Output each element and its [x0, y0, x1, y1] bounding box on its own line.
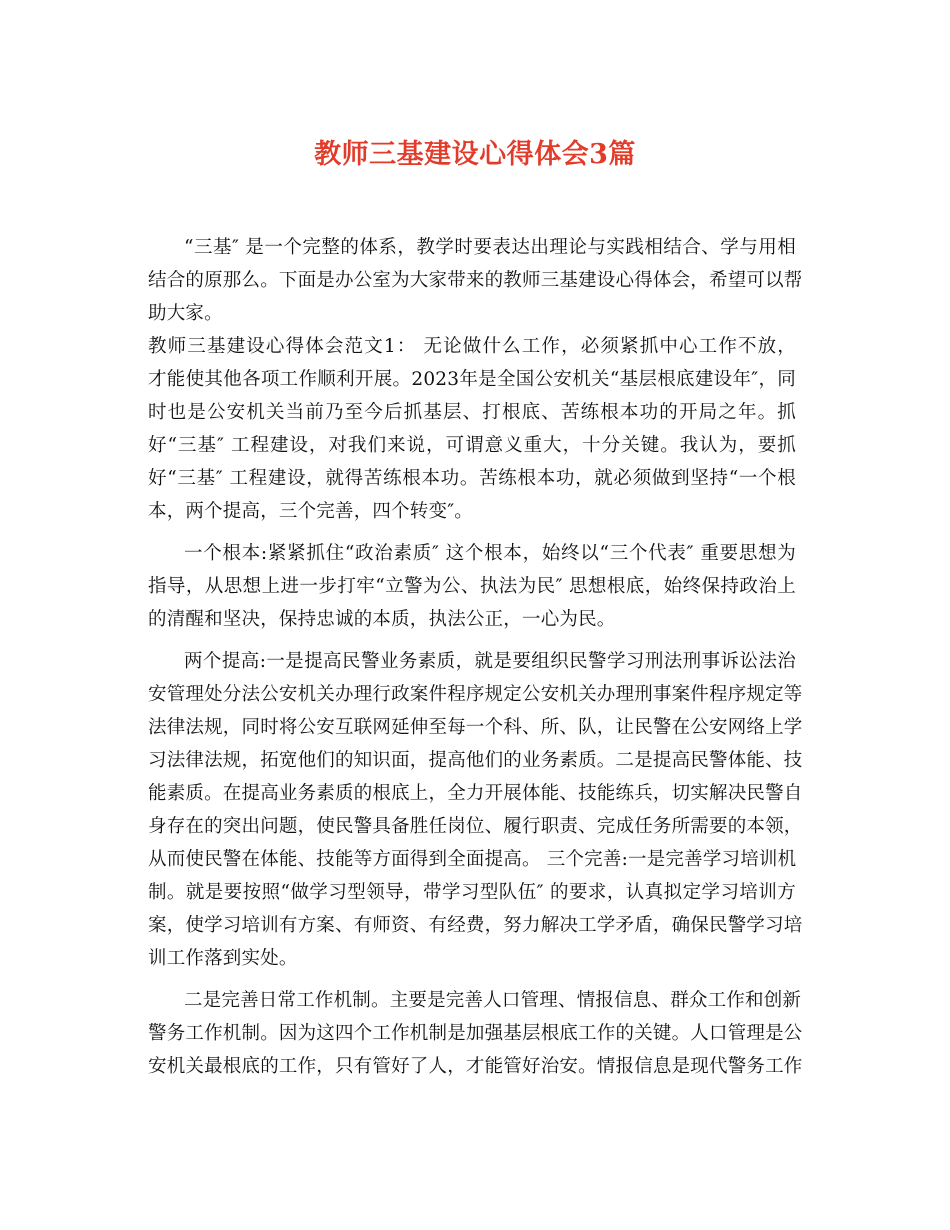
paragraph-line: 能素质。在提高业务素质的根底上，全力开展体能、技能练兵，切实解决民警自	[148, 783, 803, 804]
paragraph-line: 教师三基建设心得体会范文1： 无论做什么工作，必须紧抓中心工作不放，	[148, 336, 796, 357]
paragraph-line: 才能使其他各项工作顺利开展。2023年是全国公安机关“基层根底建设年″，同	[148, 369, 796, 390]
paragraph-line: 的清醒和坚决，保持忠诚的本质，执法公正，一心为民。	[148, 609, 616, 630]
paragraph-line: 案，使学习培训有方案、有师资、有经费，努力解决工学矛盾，确保民警学习培	[148, 915, 803, 936]
paragraph-line: 时也是公安机关当前乃至今后抓基层、打根底、苦练根本功的开局之年。抓	[148, 402, 796, 423]
paragraph-line: 结合的原那么。下面是办公室为大家带来的教师三基建设心得体会，希望可以帮	[148, 270, 803, 291]
paragraph-line: 安机关最根底的工作，只有管好了人，才能管好治安。情报信息是现代警务工作	[148, 1056, 803, 1077]
paragraph-line: 从而使民警在体能、技能等方面得到全面提高。 三个完善:一是完善学习培训机	[148, 849, 797, 870]
paragraph-line: 身存在的突出问题，使民警具备胜任岗位、履行职责、完成任务所需要的本领，	[148, 816, 803, 837]
paragraph-line: 安管理处分法公安机关办理行政案件程序规定公安机关办理刑事案件程序规定等	[148, 684, 803, 705]
paragraph-line: 好“三基″ 工程建设，就得苦练根本功。苦练根本功，就必须做到坚持“一个根	[148, 468, 796, 489]
paragraph-line: 警务工作机制。因为这四个工作机制是加强基层根底工作的关键。人口管理是公	[148, 1023, 803, 1044]
paragraph-line: 习法律法规，拓宽他们的知识面，提高他们的业务素质。二是提高民警体能、技	[148, 750, 803, 771]
paragraph-line: 助大家。	[148, 303, 223, 324]
paragraph-line: 训工作落到实处。	[148, 948, 298, 969]
document-title: 教师三基建设心得体会3篇	[314, 139, 636, 170]
paragraph-line: “三基″ 是一个完整的体系，教学时要表达出理论与实践相结合、学与用相	[184, 237, 796, 258]
paragraph-line: 好“三基″ 工程建设，对我们来说，可谓意义重大，十分关键。我认为，要抓	[148, 435, 796, 456]
paragraph-line: 制。就是要按照“做学习型领导，带学习型队伍″ 的要求，认真拟定学习培训方	[148, 882, 796, 903]
paragraph-line: 本，两个提高，三个完善，四个转变″。	[148, 501, 474, 522]
paragraph-line: 二是完善日常工作机制。主要是完善人口管理、情报信息、群众工作和创新	[184, 990, 802, 1011]
paragraph-line: 法律法规，同时将公安互联网延伸至每一个科、所、队，让民警在公安网络上学	[148, 717, 803, 738]
paragraph-line: 一个根本:紧紧抓住“政治素质″ 这个根本，始终以“三个代表″ 重要思想为	[184, 543, 796, 564]
paragraph-line: 两个提高:一是提高民警业务素质，就是要组织民警学习刑法刑事诉讼法治	[184, 651, 796, 672]
paragraph-line: 指导，从思想上进一步打牢“立警为公、执法为民″ 思想根底，始终保持政治上	[148, 576, 796, 597]
